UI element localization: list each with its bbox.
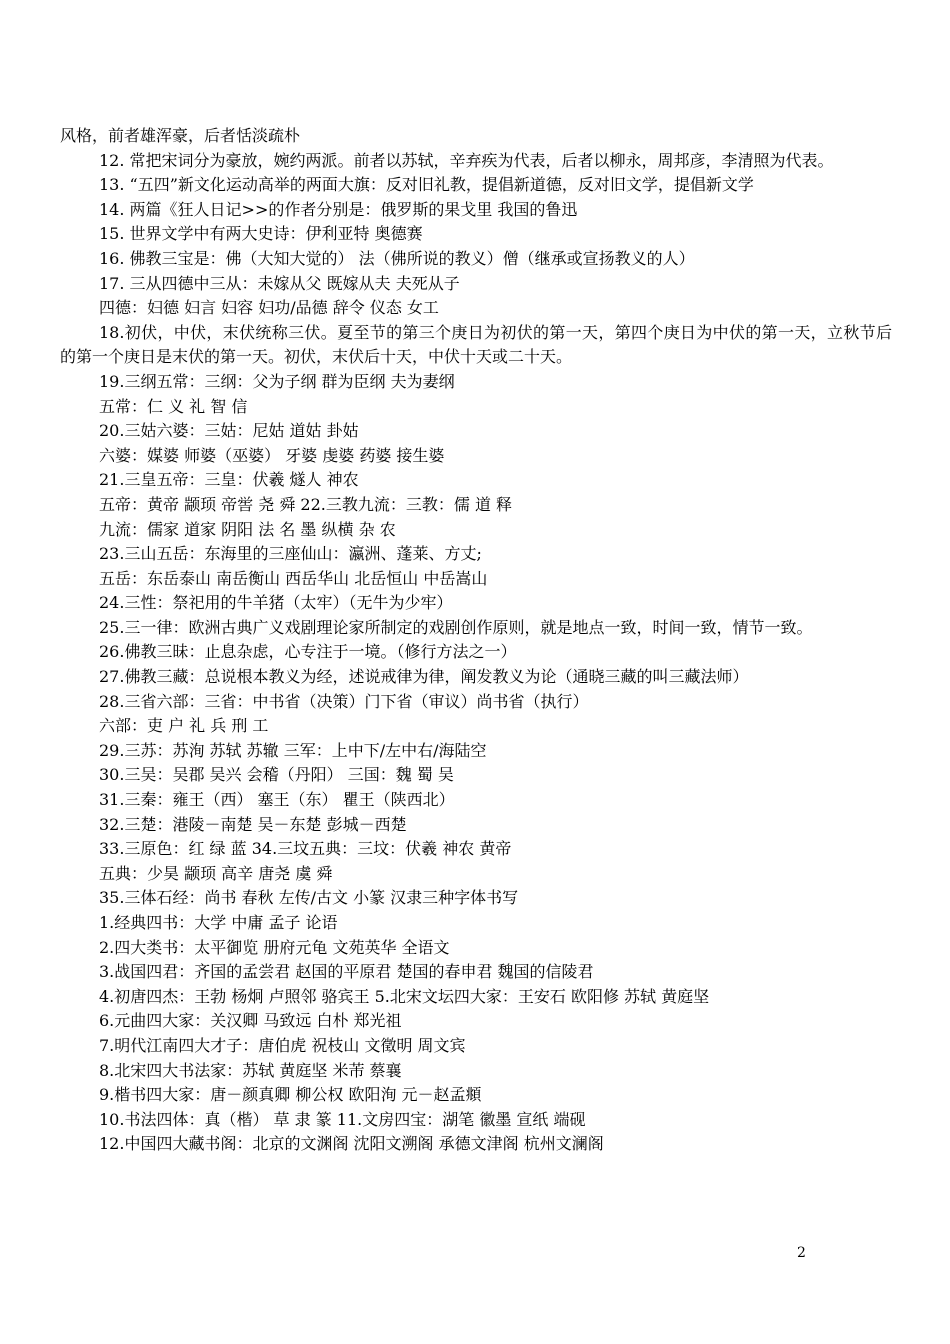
text-line: 23.三山五岳：东海里的三座仙山：瀛洲、蓬莱、方丈; [99,544,482,564]
text-line: 18.初伏，中伏，末伏统称三伏。夏至节的第三个庚日为初伏的第一天，第四个庚日为中伏的第一天，立秋节后的第一个庚日是末伏的第一天。初伏，末伏后十天，中伏十天或二十天。 [60,322,892,367]
text-line: 1.经典四书：大学 中庸 孟子 论语 [99,913,338,932]
document-body [60,124,892,1157]
text-line: 五典：少昊 颛顼 高辛 唐尧 虞 舜 [99,863,333,883]
text-line: 19.三纲五常：三纲：父为子纲 群为臣纲 夫为妻纲 [99,371,455,391]
text-line: 27.佛教三藏：总说根本教义为经，述说戒律为律，阐发教义为论（通晓三藏的叫三藏法师） [99,667,749,687]
text-line: 四德：妇德 妇言 妇容 妇功/品德 辞令 仪态 女工 [99,298,439,318]
text-line: 2.四大类书：太平御览 册府元龟 文苑英华 全语文 [99,937,450,957]
text-line: 12. 常把宋词分为豪放，婉约两派。前者以苏轼，辛弃疾为代表，后者以柳永，周邦彦，李清照为代表。 [99,150,834,170]
text-line: 五岳：东岳泰山 南岳衡山 西岳华山 北岳恒山 中岳嵩山 [99,568,488,588]
text-line: 29.三苏：苏洵 苏轼 苏辙 三军：上中下/左中右/海陆空 [99,740,487,760]
text-line: 17. 三从四德中三从：未嫁从父 既嫁从夫 夫死从子 [99,273,460,293]
text-line: 8.北宋四大书法家：苏轼 黄庭坚 米芾 蔡襄 [99,1060,402,1080]
text-line: 35.三体石经：尚书 春秋 左传/古文 小篆 汉隶三种字体书写 [99,888,519,908]
text-line: 风格，前者雄浑豪，后者恬淡疏朴 [60,126,301,145]
text-line: 14. 两篇《狂人日记>>的作者分别是：俄罗斯的果戈里 我国的鲁迅 [99,199,578,219]
text-line: 32.三楚：港陵－南楚 吴－东楚 彭城－西楚 [99,814,407,834]
text-line: 10.书法四体：真（楷） 草 隶 篆 11.文房四宝：湖笔 徽墨 宣纸 端砚 [99,1109,586,1129]
text-line: 24.三性：祭祀用的牛羊猪（太牢）（无牛为少牢） [99,593,453,613]
text-line: 12.中国四大藏书阁：北京的文渊阁 沈阳文溯阁 承德文津阁 杭州文澜阁 [99,1134,604,1154]
text-line: 28.三省六部：三省：中书省（决策）门下省（审议）尚书省（执行） [99,691,589,711]
text-line: 9.楷书四大家：唐－颜真卿 柳公权 欧阳洵 元－赵孟頫 [99,1085,482,1105]
text-line: 25.三一律：欧洲古典广义戏剧理论家所制定的戏剧创作原则，就是地点一致，时间一致，情节一致。 [99,617,813,637]
text-line: 五帝：黄帝 颛顼 帝喾 尧 舜 22.三教九流：三教：儒 道 释 [99,494,513,514]
text-line: 16. 佛教三宝是：佛（大知大觉的） 法（佛所说的教义）僧（继承或宣扬教义的人） [99,248,695,268]
text-line: 4.初唐四杰：王勃 杨炯 卢照邻 骆宾王 5.北宋文坛四大家：王安石 欧阳修 苏轼 黄庭坚 [99,986,710,1006]
text-line: 20.三姑六婆：三姑：尼姑 道姑 卦姑 [99,421,359,441]
text-line: 九流：儒家 道家 阴阳 法 名 墨 纵横 杂 农 [99,519,396,539]
text-line: 15. 世界文学中有两大史诗：伊利亚特 奥德赛 [99,224,423,244]
text-line: 五常：仁 义 礼 智 信 [99,396,248,416]
text-line: 21.三皇五帝：三皇：伏羲 燧人 神农 [99,470,359,490]
text-line: 6.元曲四大家：关汉卿 马致远 白朴 郑光祖 [99,1011,402,1031]
text-line: 13. “五四”新文化运动高举的两面大旗：反对旧礼教，提倡新道德，反对旧文学，提倡新文学 [99,175,754,195]
text-line: 7.明代江南四大才子：唐伯虎 祝枝山 文徵明 周文宾 [99,1035,466,1055]
text-line: 33.三原色：红 绿 蓝 34.三坟五典：三坟：伏羲 神农 黄帝 [99,839,512,859]
text-line: 3.战国四君：齐国的孟尝君 赵国的平原君 楚国的春申君 魏国的信陵君 [99,962,594,982]
text-line: 31.三秦：雍王（西） 塞王（东） 瞿王（陕西北） [99,790,455,810]
page-number: 2 [797,1245,806,1261]
text-line: 六婆：媒婆 师婆（巫婆） 牙婆 虔婆 药婆 接生婆 [99,445,445,465]
text-line: 六部：吏 户 礼 兵 刑 工 [99,716,269,736]
text-line: 26.佛教三昧：止息杂虑，心专注于一境。（修行方法之一） [99,642,517,662]
text-line: 30.三吴：吴郡 吴兴 会稽（丹阳） 三国：魏 蜀 吴 [99,765,454,785]
